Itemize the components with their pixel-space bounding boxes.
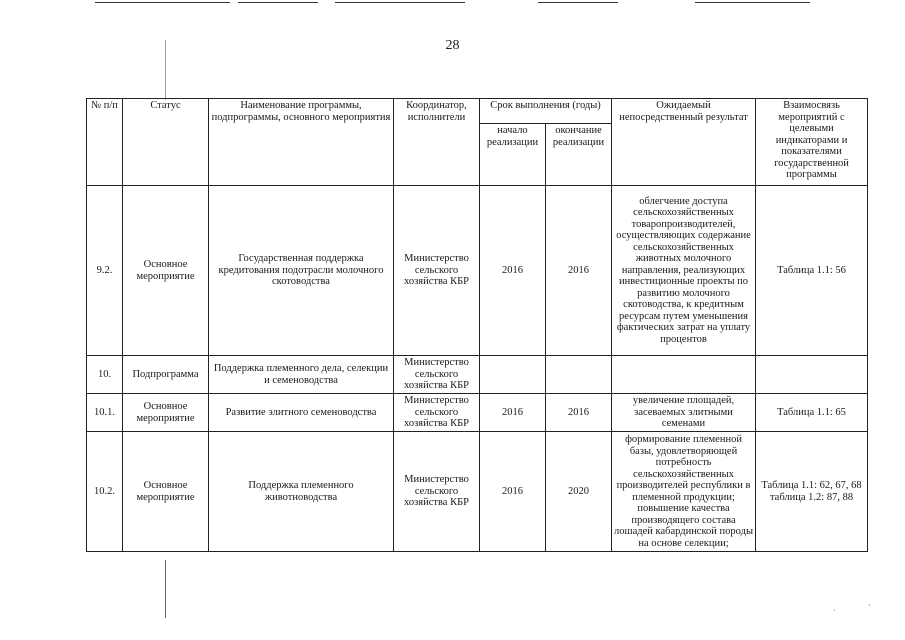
header-result: Ожидаемый непосредственный результат	[612, 99, 756, 186]
scan-rule	[95, 2, 230, 3]
row-start: 2016	[480, 186, 546, 356]
table-row	[87, 394, 868, 432]
scan-rule	[695, 2, 810, 3]
header-row	[87, 99, 868, 124]
row-result	[612, 356, 756, 394]
header-term: Срок выполнения (годы)	[480, 99, 612, 124]
row-link: Таблица 1.1: 56	[756, 186, 868, 356]
row-start: 2016	[480, 394, 546, 432]
header-start: начало реализации	[480, 124, 546, 186]
row-coordinator: Министерство сельского хозяйства КБР	[394, 186, 480, 356]
scan-rule	[538, 2, 618, 3]
row-num: 10.	[87, 356, 123, 394]
scan-rule	[335, 2, 465, 3]
table-row	[87, 186, 868, 356]
row-coordinator: Министерство сельского хозяйства КБР	[394, 356, 480, 394]
row-status: Основное мероприятие	[123, 394, 209, 432]
header-link: Взаимосвязь мероприятий с целевыми индикаторами и показателями государственной программы	[756, 99, 868, 186]
row-status: Основное мероприятие	[123, 432, 209, 552]
row-num: 10.2.	[87, 432, 123, 552]
row-name: Поддержка племенного животноводства	[209, 432, 394, 552]
header-name: Наименование программы, подпрограммы, основного мероприятия	[209, 99, 394, 186]
row-coordinator: Министерство сельского хозяйства КБР	[394, 394, 480, 432]
scan-artifact-line	[165, 560, 166, 618]
row-start	[480, 356, 546, 394]
scan-speck: ·	[833, 606, 836, 615]
program-table	[86, 98, 868, 552]
row-link: Таблица 1.1: 65	[756, 394, 868, 432]
row-status: Подпрограмма	[123, 356, 209, 394]
row-status: Основное мероприятие	[123, 186, 209, 356]
row-name: Государственная поддержка кредитования подотрасли молочного скотоводства	[209, 186, 394, 356]
row-end: 2016	[546, 186, 612, 356]
row-coordinator: Министерство сельского хозяйства КБР	[394, 432, 480, 552]
row-num: 9.2.	[87, 186, 123, 356]
row-result: формирование племенной базы, удовлетворяющей потребность сельскохозяйственных производителей республики в племенной продукции; повышение качества производящего состава лошадей кабардинской породы на основе селекции;	[612, 432, 756, 552]
scan-rule	[238, 2, 318, 3]
table-row	[87, 356, 868, 394]
row-link	[756, 356, 868, 394]
page-number: 28	[445, 38, 460, 53]
row-num: 10.1.	[87, 394, 123, 432]
header-num: № п/п	[87, 99, 123, 186]
scan-speck: ·	[868, 601, 871, 610]
row-end: 2020	[546, 432, 612, 552]
header-end: окончание реализации	[546, 124, 612, 186]
row-end: 2016	[546, 394, 612, 432]
table-row	[87, 432, 868, 552]
row-name: Поддержка племенного дела, селекции и семеноводства	[209, 356, 394, 394]
row-result: облегчение доступа сельскохозяйственных товаропроизводителей, осуществляющих содержание сельскохозяйственных животных молочного направления, реализующих инвестиционные проекты по развитию молочного скотоводства, к кредитным ресурсам путем уменьшения фактических затрат на уплату процентов	[612, 186, 756, 356]
row-name: Развитие элитного семеноводства	[209, 394, 394, 432]
row-start: 2016	[480, 432, 546, 552]
row-end	[546, 356, 612, 394]
header-status: Статус	[123, 99, 209, 186]
row-result: увеличение площадей, засеваемых элитными семенами	[612, 394, 756, 432]
header-coordinator: Координатор, исполнители	[394, 99, 480, 186]
row-link: Таблица 1.1: 62, 67, 68 таблица 1.2: 87, 88	[756, 432, 868, 552]
